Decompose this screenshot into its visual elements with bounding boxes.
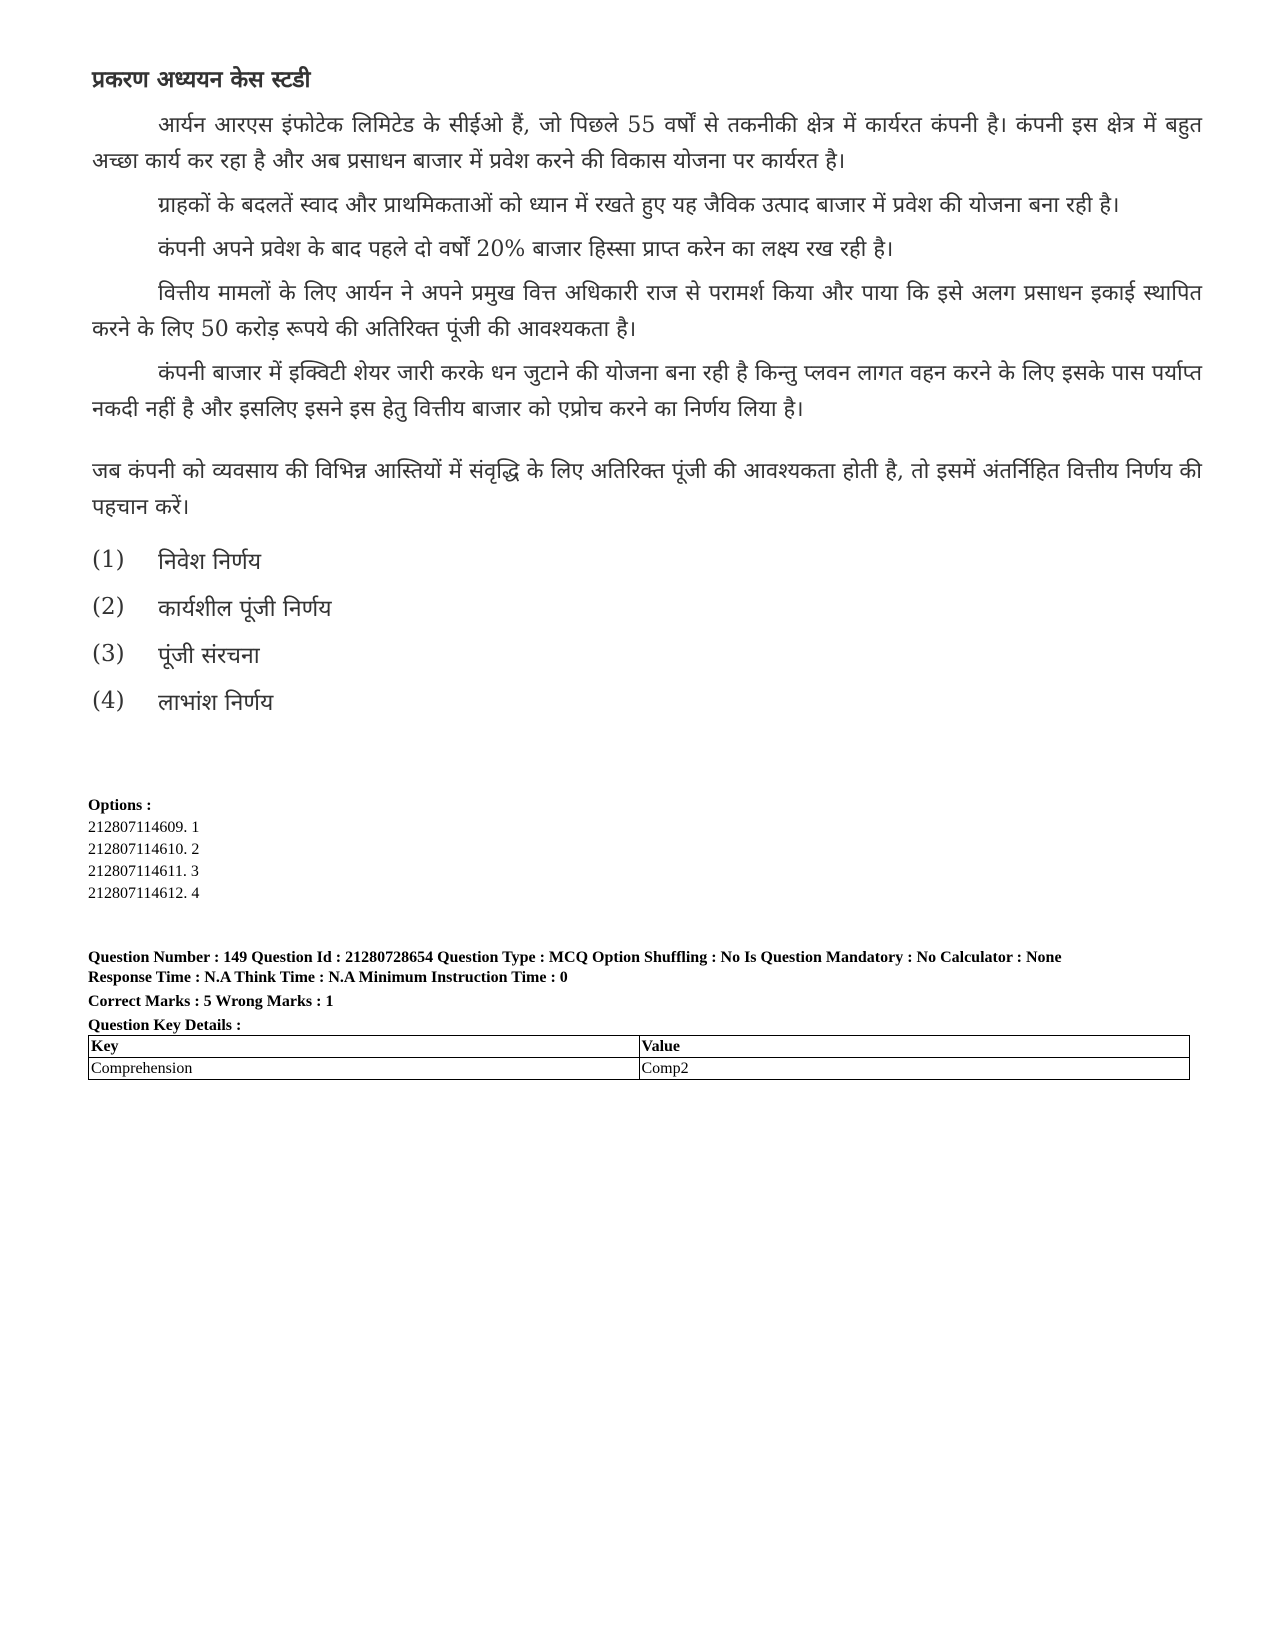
table-header-cell: Key (89, 1036, 640, 1058)
answer-choice (92, 536, 1202, 583)
case-paragraph: कंपनी बाजार में इक्विटी शेयर जारी करके धन जुटाने की योजना बना रही है किन्तु प्लवन लागत वहन करने के लिए इसके पास पर्याप्त नकदी नहीं है और इसलिए इसने इस हेतु वित्तीय बाजार को एप्रोच करने का निर्णय लिया है। (92, 361, 1202, 422)
table-cell: Comprehension (89, 1058, 640, 1080)
answer-choice (92, 677, 1202, 724)
options-list (88, 795, 199, 905)
choice-text: पूंजी संरचना (158, 642, 260, 669)
answer-choice (92, 630, 1202, 677)
case-paragraph: आर्यन आरएस इंफोटेक लिमिटेड के सीईओ हैं, जो पिछले 55 वर्षों से तकनीकी क्षेत्र में कार्यरत कंपनी है। कंपनी इस क्षेत्र में बहुत अच्छा कार्य कर रहा है और अब प्रसाधन बाजार में प्रवेश करने की विकास योजना पर कार्यरत है। (92, 113, 1202, 174)
table-row (89, 1058, 1190, 1080)
question-meta-line: Response Time : N.A Think Time : N.A Minimum Instruction Time : 0 (88, 969, 568, 986)
choice-text: कार्यशील पूंजी निर्णय (158, 595, 332, 622)
choice-number: (1) (92, 546, 125, 573)
table-header-row (89, 1036, 1190, 1058)
case-paragraph: वित्तीय मामलों के लिए आर्यन ने अपने प्रमुख वित्त अधिकारी राज से परामर्श किया और पाया कि इसे अलग प्रसाधन इकाई स्थापित करने के लिए 50 करोड़ रूपये की अतिरिक्त पूंजी की आवश्यकता है। (92, 281, 1202, 342)
case-study-scan (92, 62, 1202, 724)
case-study-title: प्रकरण अध्ययन केस स्टडी (92, 66, 311, 93)
choice-text: निवेश निर्णय (158, 548, 262, 575)
table-header-cell: Value (639, 1036, 1190, 1058)
option-id: 212807114609. 1 (88, 819, 200, 836)
question-text: जब कंपनी को व्यवसाय की विभिन्न आस्तियों में संवृद्धि के लिए अतिरिक्त पूंजी की आवश्यकता होती है, तो इसमें अंतर्निहित वित्तीय निर्णय की पहचान करें। (92, 459, 1202, 520)
case-paragraph: कंपनी अपने प्रवेश के बाद पहले दो वर्षों 20% बाजार हिस्सा प्राप्त करेन का लक्ष्य रख रही है। (158, 237, 894, 262)
case-paragraph: ग्राहकों के बदलतें स्वाद और प्राथमिकताओं को ध्यान में रखते हुए यह जैविक उत्पाद बाजार में प्रवेश की योजना बना रही है। (158, 193, 1120, 218)
option-id: 212807114612. 4 (88, 885, 200, 902)
choice-number: (3) (92, 640, 125, 667)
choice-text: लाभांश निर्णय (158, 689, 274, 716)
marks-line: Correct Marks : 5 Wrong Marks : 1 (88, 993, 334, 1010)
key-details-label: Question Key Details : (88, 1017, 242, 1034)
answer-choice (92, 583, 1202, 630)
option-id: 212807114611. 3 (88, 863, 199, 880)
table-cell: Comp2 (639, 1058, 1190, 1080)
question-meta-line: Question Number : 149 Question Id : 21280728654 Question Type : MCQ Option Shuffling : No Is Question Mandatory : No Calculator : None (88, 949, 1062, 966)
choice-number: (2) (92, 593, 125, 620)
options-heading: Options : (88, 797, 152, 814)
option-id: 212807114610. 2 (88, 841, 200, 858)
question-meta (88, 948, 1198, 1036)
choice-number: (4) (92, 687, 125, 714)
key-details-table (88, 1035, 1190, 1080)
